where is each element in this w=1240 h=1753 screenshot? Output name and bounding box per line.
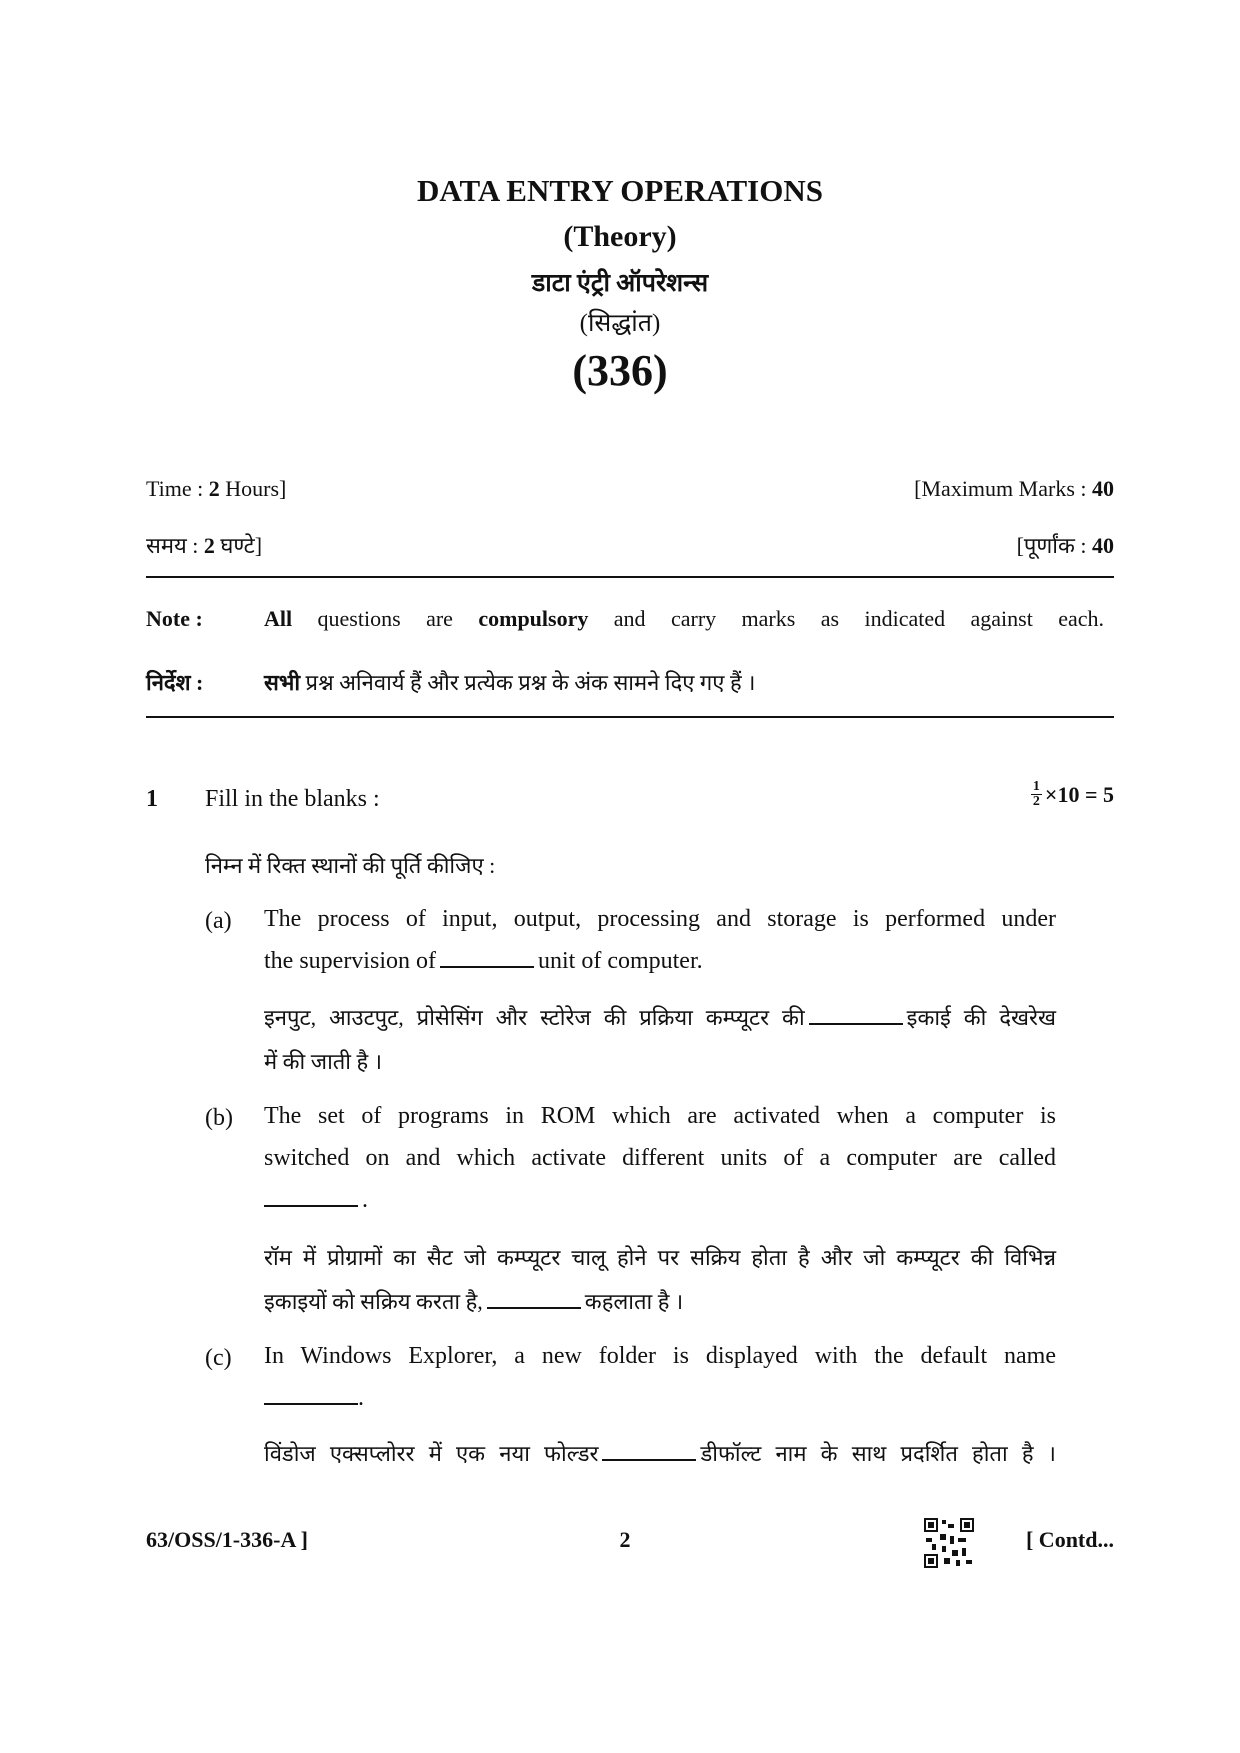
- part-c-label: (c): [205, 1345, 232, 1371]
- part-c-line2: .: [264, 1377, 364, 1419]
- max-marks-line: [Maximum Marks : 40: [914, 476, 1114, 501]
- marks-fraction: $\frac{1}{2}$: [1032, 779, 1040, 809]
- paper-title: DATA ENTRY OPERATIONS: [417, 173, 823, 208]
- page-number: 2: [619, 1527, 631, 1552]
- part-c-hindi-line1: विंडोज एक्सप्लोरर में एक नया फोल्डर डीफॉल्ट नाम के साथ प्रदर्शित होता है ।: [264, 1441, 1056, 1466]
- blank-line: [602, 1439, 696, 1461]
- note-label: Note :: [146, 606, 203, 631]
- time-line-hindi: समय : 2 घण्टे]: [146, 533, 263, 558]
- blank-line: [809, 1003, 903, 1025]
- divider-bottom: [146, 716, 1114, 718]
- part-b-hindi-line1: रॉम में प्रोग्रामों का सैट जो कम्प्यूटर चालू होने पर सक्रिय होता है और जो कम्प्यूटर की विभिन्न: [264, 1245, 1056, 1270]
- time-line: Time : 2 Hours]: [146, 476, 287, 501]
- question-number: 1: [146, 786, 158, 812]
- paper-title-hindi: डाटा एंट्री ऑपरेशन्स: [531, 270, 709, 297]
- blank-line: [264, 1185, 358, 1207]
- part-b-hindi-line2: इकाइयों को सक्रिय करता है, कहलाता है ।: [264, 1289, 684, 1314]
- note-text: All questions are compulsory and carry marks as indicated against each.: [264, 606, 1105, 631]
- continued-label: [ Contd...: [1025, 1527, 1114, 1552]
- part-b-line1: The set of programs in ROM which are activated when a computer is: [264, 1103, 1056, 1129]
- question-text: Fill in the blanks :: [205, 786, 380, 812]
- part-b-line2: switched on and which activate different units of a computer are called: [264, 1145, 1056, 1171]
- part-a-hindi-line1: इनपुट, आउटपुट, प्रोसेसिंग और स्टोरेज की प्रक्रिया कम्प्यूटर की इकाई की देखरेख: [264, 1005, 1056, 1030]
- blank-line: [264, 1383, 358, 1405]
- part-a-line2: the supervision of unit of computer.: [264, 948, 703, 974]
- question-text-hindi: निम्न में रिक्त स्थानों की पूर्ति कीजिए :: [205, 853, 496, 878]
- blank-line: [440, 946, 534, 968]
- paper-code: 63/OSS/1-336-A ]: [146, 1527, 308, 1552]
- note-text-hindi: सभी प्रश्न अनिवार्य हैं और प्रत्येक प्रश्न के अंक सामने दिए गए हैं ।: [264, 670, 756, 695]
- blank-line: [487, 1287, 581, 1309]
- note-label-hindi: निर्देश :: [146, 670, 204, 695]
- part-a-hindi-line2: में की जाती है ।: [264, 1049, 383, 1074]
- part-a-label: (a): [205, 908, 232, 934]
- part-a-line1: The process of input, output, processing and storage is performed under: [264, 906, 1056, 932]
- paper-subtitle: (Theory): [563, 220, 677, 253]
- question-marks: $\frac{1}{2}$ ×10 = 5: [1032, 779, 1114, 809]
- part-b-line3: .: [264, 1179, 368, 1221]
- part-b-label: (b): [205, 1105, 233, 1131]
- subject-code: (336): [572, 346, 668, 395]
- divider-top: [146, 576, 1114, 578]
- qr-code-icon: [924, 1518, 974, 1568]
- paper-subtitle-hindi: (सिद्धांत): [579, 310, 661, 337]
- part-c-line1: In Windows Explorer, a new folder is displayed with the default name: [264, 1343, 1056, 1369]
- max-marks-line-hindi: [पूर्णांक : 40: [1016, 533, 1114, 558]
